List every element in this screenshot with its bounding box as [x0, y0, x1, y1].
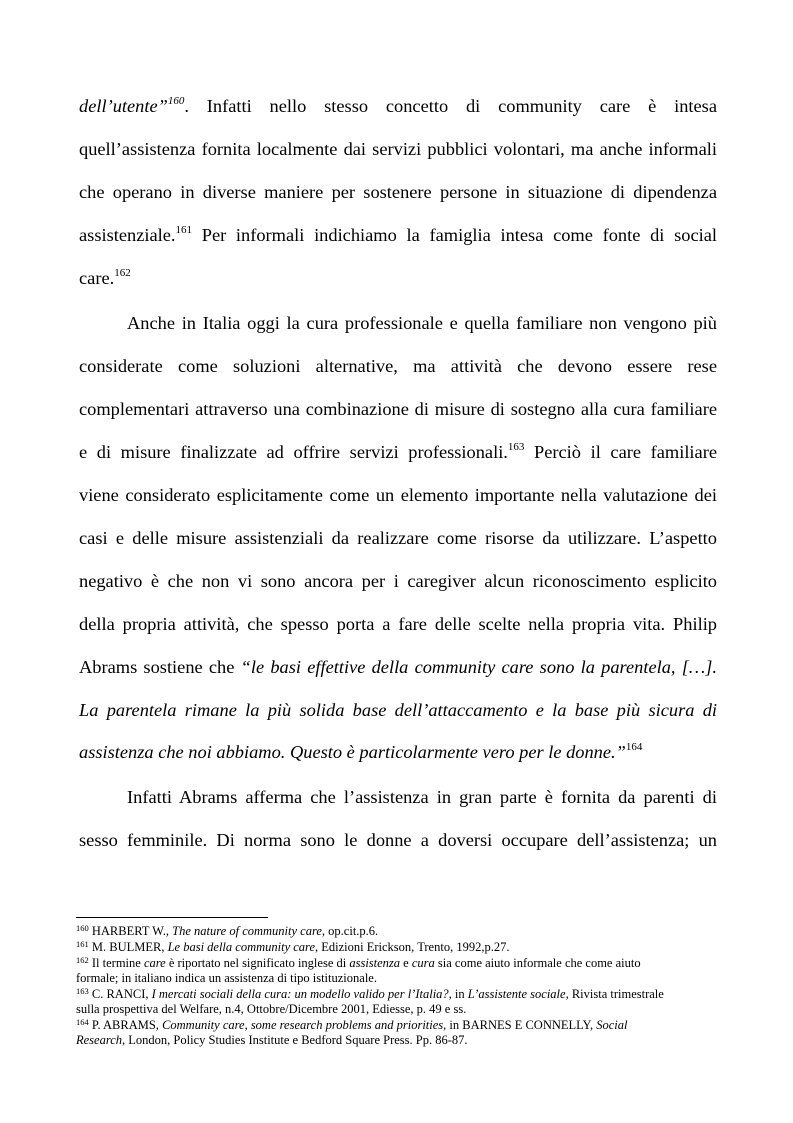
body-line-7: considerate come soluzioni alternative, ma attività che devono essere rese [79, 356, 717, 376]
body-line-10: viene considerato esplicitamente come un elemento importante nella valutazione dei [79, 485, 717, 505]
quote-end-line: assistenza che noi abbiamo. Questo è particolarmente vero per le donne.”$^{164}$ [79, 741, 643, 762]
paragraph-3-first-line: Infatti Abrams afferma che l’assistenza in gran parte è fornita da parenti di [127, 787, 717, 807]
body-line-4: assistenziale.$^{161}$ Per informali indichiamo la famiglia intesa come fonte di social [79, 224, 717, 245]
footnote-162-cont: formale; in italiano indica un assistenza di tipo istituzionale. [76, 971, 377, 985]
footnote-ref-162[interactable]: 162 [114, 267, 131, 279]
footnote-163-cont: sulla prospettiva del Welfare, n.4, Ottobre/Dicembre 2001, Ediesse, p. 49 e ss. [76, 1002, 467, 1016]
footnote-164: $^{164}$ P. ABRAMS, Community care, some research problems and priorities, in BARNES E CONNELLY, Social [76, 1017, 628, 1032]
footnote-164-cont: Research, London, Policy Studies Institute e Bedford Square Press. Pp. 86-87. [76, 1033, 468, 1047]
paragraph-2-first-line: Anche in Italia oggi la cura professionale e quella familiare non vengono più [127, 313, 717, 333]
body-line-18: sesso femminile. Di norma sono le donne a doversi occupare dell’assistenza; un [79, 830, 717, 850]
body-line-1: dell’utente”$^{160}$. Infatti nello stesso concetto di community care è intesa [79, 95, 717, 116]
quote-line: La parentela rimane la più solida base dell’attaccamento e la base più sicura di [79, 700, 717, 720]
quote-start: “le basi effettive della community care sono la parentela, […]. [240, 657, 718, 677]
footnote-162: $^{162}$ Il termine care è riportato nel significato inglese di assistenza e cura sia come aiuto informale che come aiuto [76, 955, 641, 970]
footnote-ref-160[interactable]: 160 [167, 95, 185, 107]
footnote-ref-164[interactable]: 164 [625, 741, 643, 753]
body-line-14: Abrams sostiene che “le basi effettive della community care sono la parentela, […]. [79, 657, 718, 677]
footnote-163: $^{163}$ C. RANCI, I mercati sociali della cura: un modello valido per l’Italia?, in L’assistente sociale, Rivista trimestrale [76, 986, 664, 1001]
body-line-2: quell’assistenza fornita localmente dai servizi pubblici volontari, ma anche informali [79, 139, 717, 159]
footnote-160: $^{160}$ HARBERT W., The nature of community care, op.cit.p.6. [76, 923, 379, 938]
footnote-ref-161[interactable]: 161 [175, 224, 193, 236]
body-line-11: casi e delle misure assistenziali da realizzare come risorse da utilizzare. L’aspetto [79, 528, 717, 548]
footnote-161: $^{161}$ M. BULMER, Le basi della community care, Edizioni Erickson, Trento, 1992,p.27. [76, 939, 510, 954]
body-line-3: che operano in diverse maniere per sostenere persone in situazione di dipendenza [79, 182, 717, 202]
body-line-5: care.$^{162}$ [79, 267, 131, 288]
footnote-separator [76, 917, 268, 918]
footnote-ref-163[interactable]: 163 [507, 441, 525, 453]
body-line-13: della propria attività, che spesso porta a fare delle scelte nella propria vita. Philip [79, 614, 717, 634]
body-line-9: e di misure finalizzate ad offrire servizi professionali.$^{163}$ Perciò il care familiare [79, 441, 717, 462]
body-line-8: complementari attraverso una combinazione di misure di sostegno alla cura familiare [79, 399, 717, 419]
body-line-12: negativo è che non vi sono ancora per i caregiver alcun riconoscimento esplicito [79, 571, 717, 591]
